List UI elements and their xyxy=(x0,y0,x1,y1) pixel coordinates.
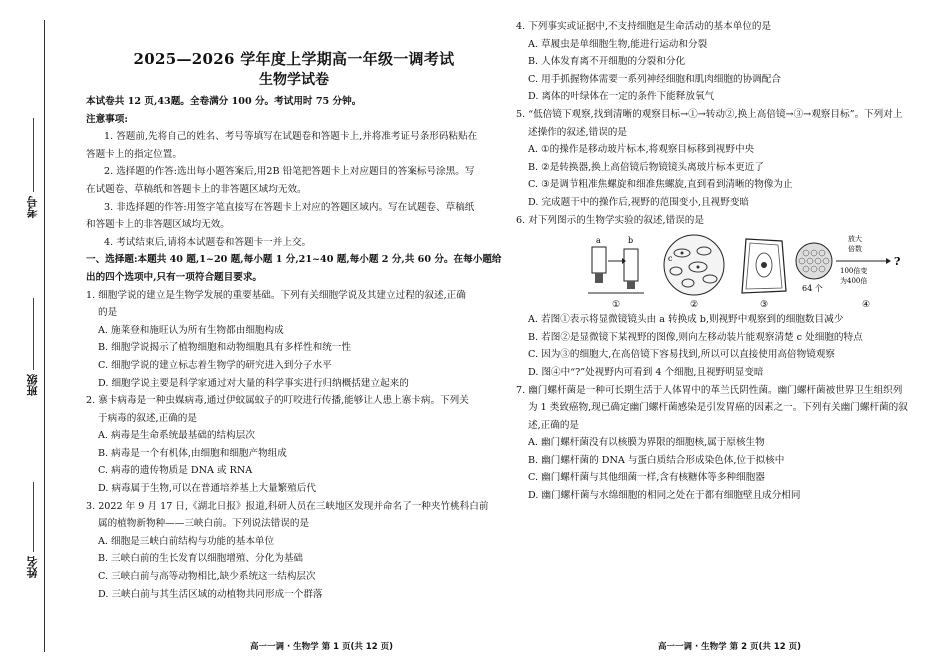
option-line: D. 图④中“?”处视野内可看到 4 个细胞,且视野明显变暗 xyxy=(528,366,764,378)
option-line: A. 病毒是生命系统最基础的结构层次 xyxy=(98,430,255,442)
option-line: C. 用手抓握物体需要一系列神经细胞和肌肉细胞的协调配合 xyxy=(528,73,781,85)
question-line: 2. 寨卡病毒是一种虫媒病毒,通过伊蚊属蚊子的叮咬进行传播,能够让人患上寨卡病。下列关 xyxy=(86,395,469,407)
option-line: D. 幽门螺杆菌与水绵细胞的相同之处在于都有细胞壁且成分相同 xyxy=(528,490,801,502)
notice-line: 和答题卡上的非答题区域均无效。 xyxy=(86,219,230,231)
subject-title: 生物学试卷 xyxy=(259,72,329,88)
option-line: C. 因为③的细胞大,在高倍镜下容易找到,所以可以直接使用高倍物镜观察 xyxy=(528,349,836,361)
name-field xyxy=(24,482,42,578)
section-heading: 一、选择题:本题共 40 题,1~20 题,每小题 1 分,21~40 题,每小题 2 分,共 60 分。在每小题给 xyxy=(86,254,502,266)
option-line: B. 三峡白前的生长发育以细胞增殖、分化为基础 xyxy=(98,553,304,565)
question-line: 3. 2022 年 9 月 17 日,《湖北日报》报道,科研人员在三峡地区发现并命名了一种夹竹桃科白前 xyxy=(86,500,489,512)
section-heading: 出的四个选项中,只有一项符合题目要求。 xyxy=(86,271,263,283)
page-footer-right: 高一一调 · 生物学 第 2 页(共 12 页) xyxy=(658,642,801,652)
notice-line: 3. 非选择题的作答:用签字笔直接写在答题卡上对应的答题区域内。写在试题卷、草稿纸 xyxy=(104,201,475,213)
option-line: C. 三峡白前与高等动物相比,缺少系统这一结构层次 xyxy=(98,571,316,583)
figure-num-2: ② xyxy=(690,300,699,311)
dense-cells-diagram xyxy=(796,234,900,310)
question-line: 1. 细胞学说的建立是生物学发展的重要基础。下列有关细胞学说及其建立过程的叙述,正确 xyxy=(86,289,466,301)
magnify-note-4: 为400倍 xyxy=(840,277,868,286)
question-line: 7. 幽门螺杆菌是一种可长期生活于人体胃中的革兰氏阴性菌。幽门螺杆菌被世界卫生组织列 xyxy=(516,384,903,396)
cell-count: 64 个 xyxy=(802,284,823,294)
page-footer-left: 高一一调 · 生物学 第 1 页(共 12 页) xyxy=(250,642,393,652)
question-line: 属的植物新物种——三峡白前。下列说法错误的是 xyxy=(98,518,310,530)
figure-num-1: ① xyxy=(612,300,621,311)
name-label: 姓名 xyxy=(26,556,39,578)
option-line: A. 草履虫是单细胞生物,能进行运动和分裂 xyxy=(528,38,708,50)
question-line: 述操作的叙述,错误的是 xyxy=(528,126,627,138)
notice-title: 注意事项: xyxy=(86,113,128,125)
magnify-note-3: 100倍变 xyxy=(840,267,868,276)
binding-strip xyxy=(0,0,68,672)
exam-number-field xyxy=(24,118,42,218)
option-line: B. 细胞学说揭示了植物细胞和动物细胞具有多样性和统一性 xyxy=(98,342,351,354)
option-line: B. 若图②是显微镜下某视野的图像,则向左移动装片能观察清楚 c 处细胞的特点 xyxy=(528,331,863,343)
question-line: 述,正确的是 xyxy=(528,419,580,431)
option-line: C. 细胞学说的建立标志着生物学的研究进入到分子水平 xyxy=(98,359,332,371)
option-line: A. ①的操作是移动玻片标本,将观察目标移到视野中央 xyxy=(528,144,755,156)
right-column xyxy=(516,18,934,505)
option-line: C. 幽门螺杆菌与其他细菌一样,含有核糖体等多种细胞器 xyxy=(528,472,765,484)
question-line: 4. 下列事实或证据中,不支持细胞是生命活动的基本单位的是 xyxy=(516,21,772,32)
plant-cell-diagram xyxy=(742,239,786,310)
option-line: B. 幽门螺杆菌的 DNA 与蛋白质结合形成染色体,位于拟核中 xyxy=(528,454,785,466)
option-line: B. ②是转换器,换上高倍镜后物镜镜头离玻片标本更近了 xyxy=(528,161,764,173)
class-underline xyxy=(33,298,34,370)
label-a: a xyxy=(596,236,601,246)
option-line: D. 三峡白前与其生活区域的动植物共同形成一个群落 xyxy=(98,588,323,600)
question-mark: ? xyxy=(894,255,901,269)
option-line: C. ③是调节粗准焦螺旋和细准焦螺旋,直到看到清晰的物像为止 xyxy=(528,179,793,191)
objective-lenses-diagram xyxy=(588,236,644,310)
microscope-figure xyxy=(586,231,906,311)
field-of-view-diagram xyxy=(664,235,724,310)
exam-number-label: 考号 xyxy=(26,196,39,218)
notice-line: 2. 选择题的作答:选出每小题答案后,用2B 铅笔把答题卡上对应题目的答案标号涂黑。写 xyxy=(104,166,475,178)
option-line: D. 病毒属于生物,可以在普通培养基上大量繁殖后代 xyxy=(98,483,316,495)
class-label: 班级 xyxy=(26,374,39,396)
exam-number-underline xyxy=(33,118,34,192)
label-b: b xyxy=(628,236,634,246)
notice-line: 答题卡上的指定位置。 xyxy=(86,148,182,160)
exam-meta: 本试卷共 12 页,43题。全卷满分 100 分。考试用时 75 分钟。 xyxy=(86,96,362,107)
magnify-note-1: 放大 xyxy=(848,235,862,244)
option-line: A. 施莱登和施旺认为所有生物都由细胞构成 xyxy=(98,324,284,336)
option-line: A. 若图①表示将显微镜镜头由 a 转换成 b,则视野中观察到的细胞数目减少 xyxy=(528,314,844,326)
label-c: c xyxy=(668,254,673,264)
question-line: 6. 对下列图示的生物学实验的叙述,错误的是 xyxy=(516,214,704,226)
option-line: D. 完成题干中的操作后,视野的范围变小,且视野变暗 xyxy=(528,196,750,208)
question-line: 5. “低倍镜下观察,找到清晰的观察目标→①→转动②,换上高倍镜→③→观察目标”。下列对上 xyxy=(516,108,903,120)
figure-drawing xyxy=(586,231,906,311)
name-underline xyxy=(33,482,34,552)
option-line: A. 细胞是三峡白前结构与功能的基本单位 xyxy=(98,535,275,547)
binding-line xyxy=(44,20,45,652)
notice-line: 4. 考试结束后,请将本试题卷和答题卡一并上交。 xyxy=(104,236,312,248)
figure-num-4: ④ xyxy=(862,300,871,311)
option-line: D. 离体的叶绿体在一定的条件下能释放氧气 xyxy=(528,91,715,103)
magnify-note-2: 倍数 xyxy=(848,245,862,254)
question-line: 的是 xyxy=(98,307,118,319)
option-line: B. 人体发育离不开细胞的分裂和分化 xyxy=(528,56,686,68)
question-line: 于病毒的叙述,正确的是 xyxy=(98,412,197,424)
exam-title: 2025—2026 学年度上学期高一年级一调考试 xyxy=(133,50,455,68)
notice-line: 在试题卷、草稿纸和答题卡上的非答题区域均无效。 xyxy=(86,183,307,195)
option-line: C. 病毒的遗传物质是 DNA 或 RNA xyxy=(98,465,253,477)
option-line: D. 细胞学说主要是科学家通过对大量的科学事实进行归纳概括建立起来的 xyxy=(98,377,409,389)
left-column xyxy=(86,30,502,603)
question-line: 为 1 类致癌物,现已确定幽门螺杆菌感染是引发胃癌的因素之一。下列有关幽门螺杆菌的叙 xyxy=(528,402,908,414)
figure-num-3: ③ xyxy=(760,300,769,311)
notice-line: 1. 答题前,先将自己的姓名、考号等填写在试题卷和答题卡上,并将准考证号条形码粘贴在 xyxy=(104,131,478,143)
class-field xyxy=(24,298,42,396)
option-line: A. 幽门螺杆菌没有以核膜为界限的细胞核,属于原核生物 xyxy=(528,437,765,449)
option-line: B. 病毒是一个有机体,由细胞和细胞产物组成 xyxy=(98,447,287,459)
